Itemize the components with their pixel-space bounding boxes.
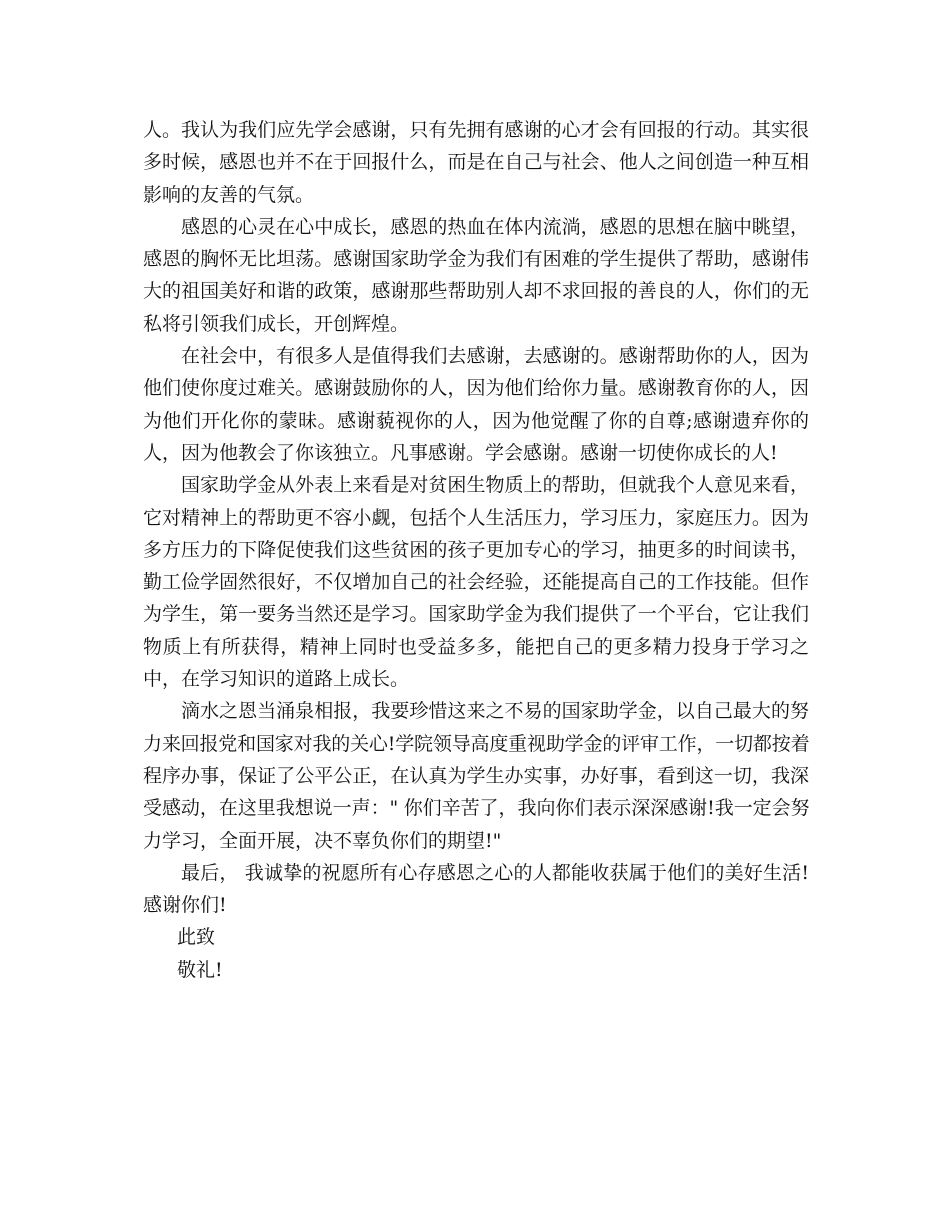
- text-line: 人，因为他教会了你该独立。凡事感谢。学会感谢。感谢一切使你成长的人!: [143, 441, 778, 464]
- text-line: 他们使你度过难关。感谢鼓励你的人，因为他们给你力量。感谢教育你的人，因: [143, 377, 809, 400]
- text-line: 感恩的胸怀无比坦荡。感谢国家助学金为我们有困难的学生提供了帮助，感谢伟: [143, 248, 809, 271]
- text-line: 程序办事，保证了公平公正，在认真为学生办实事，办好事，看到这一切，我深: [143, 764, 809, 787]
- text-line: 中，在学习知识的道路上成长。: [143, 668, 410, 691]
- text-line: 力学习，全面开展，决不辜负你们的期望!": [143, 829, 502, 852]
- text-line: 多方压力的下降促使我们这些贫困的孩子更加专心的学习，抽更多的时间读书，: [143, 538, 809, 561]
- text-line: 多时候，感恩也并不在于回报什么，而是在自己与社会、他人之间创造一种互相: [143, 151, 809, 174]
- text-line: 私将引领我们成长，开创辉煌。: [143, 312, 410, 335]
- text-line: 物质上有所获得，精神上同时也受益多多，能把自己的更多精力投身于学习之: [143, 635, 809, 658]
- text-line: 它对精神上的帮助更不容小觑，包括个人生活压力，学习压力，家庭压力。因为: [143, 506, 809, 529]
- text-line: 影响的友善的气氛。: [143, 183, 315, 206]
- text-line: 人。我认为我们应先学会感谢，只有先拥有感谢的心才会有回报的行动。其实很: [143, 119, 809, 141]
- text-line: 勤工俭学固然很好，不仅增加自己的社会经验，还能提高自己的工作技能。但作: [143, 571, 809, 594]
- closing-salutation: 此致: [177, 926, 216, 949]
- text-line: 在社会中，有很多人是值得我们去感谢，去感谢的。感谢帮助你的人，因为: [181, 345, 809, 368]
- text-line: 滴水之恩当涌泉相报，我要珍惜这来之不易的国家助学金，以自己最大的努: [181, 700, 809, 723]
- closing-regards: 敬礼!: [177, 958, 223, 981]
- text-line: 感恩的心灵在心中成长，感恩的热血在体内流淌，感恩的思想在脑中眺望，: [181, 215, 809, 238]
- text-line: 最后， 我诚挚的祝愿所有心存感恩之心的人都能收获属于他们的美好生活!: [181, 861, 809, 884]
- text-line: 为他们开化你的蒙昧。感谢藐视你的人，因为他觉醒了你的自尊;感谢遗弃你的: [143, 409, 809, 432]
- text-line: 力来回报党和国家对我的关心!学院领导高度重视助学金的评审工作，一切都按着: [143, 732, 809, 755]
- text-line: 大的祖国美好和谐的政策，感谢那些帮助别人却不求回报的善良的人，你们的无: [143, 280, 809, 303]
- text-line: 为学生，第一要务当然还是学习。国家助学金为我们提供了一个平台，它让我们: [143, 603, 809, 626]
- text-line: 国家助学金从外表上来看是对贫困生物质上的帮助，但就我个人意见来看，: [181, 474, 809, 497]
- text-line: 感谢你们!: [143, 894, 227, 917]
- letter-body: [143, 114, 809, 986]
- text-line: 受感动，在这里我想说一声：" 你们辛苦了，我向你们表示深深感谢!我一定会努: [143, 797, 809, 820]
